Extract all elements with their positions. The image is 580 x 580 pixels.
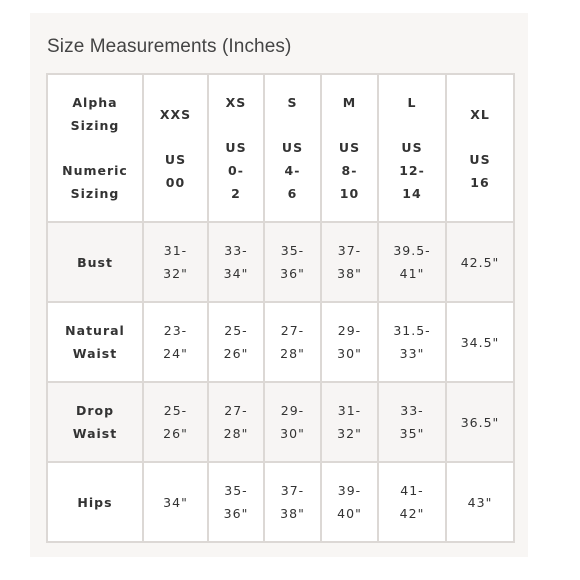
table-row xyxy=(47,382,514,462)
measurement-cell: 35- 36" xyxy=(208,462,264,542)
measurement-cell: 33- 35" xyxy=(378,382,446,462)
numeric-size: 6 xyxy=(287,186,298,201)
numeric-size: 12- xyxy=(399,163,425,178)
size-column-header xyxy=(446,74,514,222)
numeric-size: 8- xyxy=(341,163,358,178)
table-row xyxy=(47,462,514,542)
size-header-row xyxy=(47,74,514,222)
size-table xyxy=(46,73,515,543)
size-column-header xyxy=(143,74,208,222)
measurement-cell: 25- 26" xyxy=(143,382,208,462)
row-label-drop-waist: Drop Waist xyxy=(47,382,143,462)
measurement-cell: 25- 26" xyxy=(208,302,264,382)
size-column-header xyxy=(264,74,321,222)
alpha-size: XXS xyxy=(159,106,192,122)
numeric-size: 10 xyxy=(339,186,360,201)
measurement-cell: 35- 36" xyxy=(264,222,321,302)
row-label-bust: Bust xyxy=(47,222,143,302)
numeric-sizing-label-line: Sizing xyxy=(70,186,120,201)
table-row xyxy=(47,222,514,302)
measurement-cell: 29- 30" xyxy=(264,382,321,462)
page-title: Size Measurements (Inches) xyxy=(47,36,292,57)
header-label-cell xyxy=(47,74,143,222)
measurement-cell: 39.5- 41" xyxy=(378,222,446,302)
measurement-cell: 34" xyxy=(143,462,208,542)
measurement-cell: 37- 38" xyxy=(264,462,321,542)
alpha-sizing-label-line: Alpha xyxy=(72,95,118,110)
alpha-size: XL xyxy=(470,106,490,122)
numeric-size: 0- xyxy=(228,163,244,178)
numeric-size: US xyxy=(469,151,491,167)
table-row xyxy=(47,302,514,382)
row-label-hips: Hips xyxy=(47,462,143,542)
numeric-size: 14 xyxy=(402,186,422,201)
measurement-cell: 34.5" xyxy=(446,302,514,382)
numeric-size: 2 xyxy=(231,186,241,201)
numeric-size: 4- xyxy=(284,163,301,178)
alpha-size: L xyxy=(407,95,417,110)
measurement-cell: 29- 30" xyxy=(321,302,378,382)
numeric-size: US xyxy=(225,140,247,155)
measurement-cell: 27- 28" xyxy=(208,382,264,462)
measurement-cell: 31- 32" xyxy=(143,222,208,302)
measurement-cell: 31.5- 33" xyxy=(378,302,446,382)
size-column-header xyxy=(208,74,264,222)
measurement-cell: 23- 24" xyxy=(143,302,208,382)
numeric-size: US xyxy=(281,140,304,155)
numeric-size: 00 xyxy=(165,174,186,190)
numeric-size: US xyxy=(164,151,187,167)
measurement-cell: 31- 32" xyxy=(321,382,378,462)
measurement-cell: 42.5" xyxy=(446,222,514,302)
numeric-size: 16 xyxy=(470,174,490,190)
row-label-natural-waist: Natural Waist xyxy=(47,302,143,382)
measurement-cell: 43" xyxy=(446,462,514,542)
measurement-cell: 33- 34" xyxy=(208,222,264,302)
size-column-header xyxy=(321,74,378,222)
measurement-cell: 41- 42" xyxy=(378,462,446,542)
measurement-cell: 36.5" xyxy=(446,382,514,462)
measurement-cell: 39- 40" xyxy=(321,462,378,542)
size-chart-card xyxy=(30,13,528,557)
alpha-size: S xyxy=(287,95,298,110)
size-column-header xyxy=(378,74,446,222)
alpha-sizing-label-line: Sizing xyxy=(70,118,120,133)
measurement-cell: 27- 28" xyxy=(264,302,321,382)
alpha-size: M xyxy=(342,95,357,110)
alpha-size: XS xyxy=(225,95,247,110)
measurement-cell: 37- 38" xyxy=(321,222,378,302)
numeric-size: US xyxy=(401,140,423,155)
numeric-size: US xyxy=(338,140,361,155)
numeric-sizing-label-line: Numeric xyxy=(62,163,128,178)
